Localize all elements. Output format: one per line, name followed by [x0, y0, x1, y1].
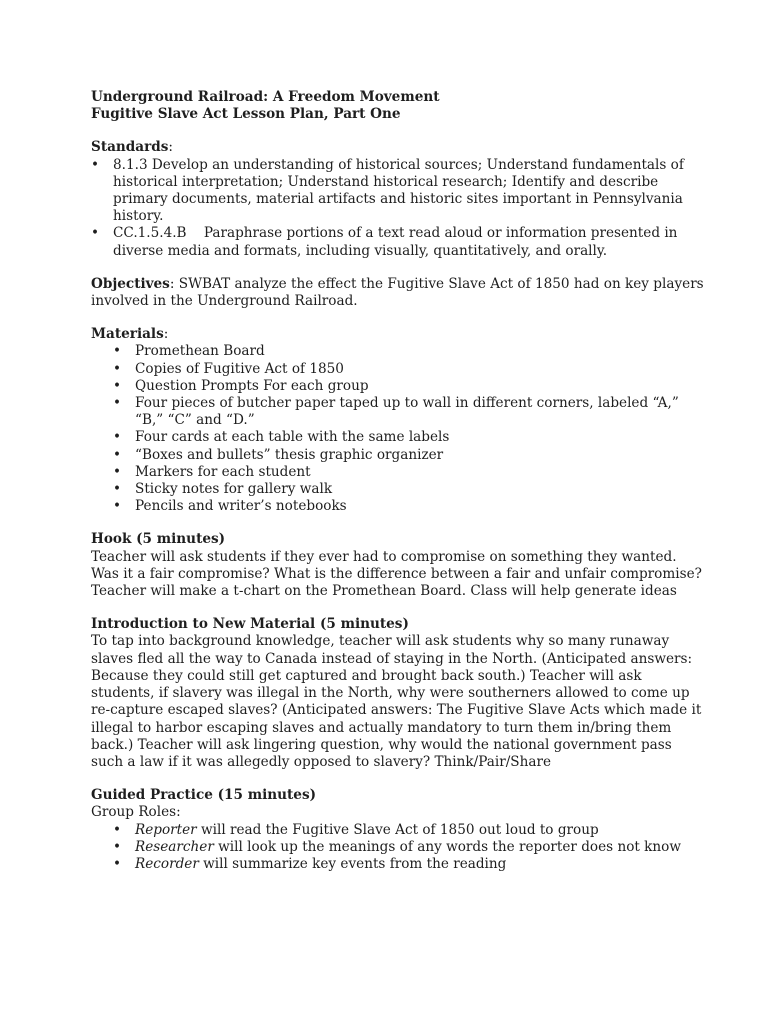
material-item: • “Boxes and bullets” thesis graphic organizer: [91, 447, 708, 464]
guided-practice-heading: Guided Practice (15 minutes): [91, 787, 317, 804]
materials-list: [91, 343, 708, 515]
role-item: [91, 856, 708, 873]
hook-section: [91, 531, 708, 600]
role-description: will read the Fugitive Slave Act of 1850 out loud to group: [196, 821, 599, 838]
material-item: • Four cards at each table with the same labels: [91, 429, 708, 446]
role-name: Recorder: [135, 855, 199, 872]
material-item: • Four pieces of butcher paper taped up to wall in different corners, labeled “A,” “B,” “C” and “D.”: [91, 395, 708, 429]
material-item: • Markers for each student: [91, 464, 708, 481]
introduction-heading: Introduction to New Material (5 minutes): [91, 616, 409, 633]
role-description: will summarize key events from the reading: [198, 855, 507, 872]
material-item: • Question Prompts For each group: [91, 378, 708, 395]
guided-practice-section: [91, 787, 708, 873]
materials-section: [91, 326, 708, 515]
group-roles-list: [91, 822, 708, 874]
materials-heading: Materials:: [91, 326, 169, 343]
material-item: • Pencils and writer’s notebooks: [91, 498, 708, 515]
document-subtitle: Fugitive Slave Act Lesson Plan, Part One: [91, 106, 401, 123]
role-description: will look up the meanings of any words the reporter does not know: [213, 838, 681, 855]
introduction-section: [91, 616, 708, 771]
objectives-text: SWBAT analyze the effect the Fugitive Slave Act of 1850 had on key players involved in the Underground Railroad.: [91, 275, 704, 310]
group-roles-label: Group Roles:: [91, 804, 181, 821]
role-item: [91, 839, 708, 856]
standards-heading: Standards:: [91, 139, 174, 156]
document-title: Underground Railroad: A Freedom Movement: [91, 89, 440, 105]
standards-section: [91, 139, 708, 259]
role-name: Researcher: [135, 838, 214, 855]
standards-list: [91, 157, 708, 260]
standard-item: • CC.1.5.4.B Paraphrase portions of a text read aloud or information presented in diverse media and formats, including visually, quantitatively, and orally.: [91, 225, 708, 259]
introduction-text: To tap into background knowledge, teacher will ask students why so many runaway slaves fled all the way to Canada instead of staying in the North. (Anticipated answers: Because they could still get captured and brought back south.) Teacher will ask students, if slavery was illegal in the North, why were southerners allowed to come up re-capture escaped slaves? (Anticipated answers: The Fugitive Slave Acts which made it illegal to harbor escaping slaves and actually mandatory to turn them in/bring them back.) Teacher will ask lingering question, why would the national government pass such a law if it was allegedly opposed to slavery? Think/Pair/Share: [91, 633, 702, 770]
material-item: • Copies of Fugitive Act of 1850: [91, 361, 708, 378]
hook-heading: Hook (5 minutes): [91, 531, 226, 548]
hook-text: Teacher will ask students if they ever had to compromise on something they wanted. Was it a fair compromise? What is the difference between a fair and unfair compromise? Teacher will make a t-chart on the Promethean Board. Class will help generate ideas: [91, 548, 702, 600]
objectives-section: Objectives: SWBAT analyze the effect the Fugitive Slave Act of 1850 had on key players involved in the Underground Railroad.: [91, 275, 704, 310]
material-item: • Sticky notes for gallery walk: [91, 481, 708, 498]
role-item: [91, 822, 708, 839]
standard-item: • 8.1.3 Develop an understanding of historical sources; Understand fundamentals of historical interpretation; Understand historical research; Identify and describe primary documents, material artifacts and historic sites important in Pennsylvania history.: [91, 157, 708, 226]
role-name: Reporter: [135, 821, 197, 838]
objectives-heading: Objectives: [91, 275, 170, 292]
material-item: • Promethean Board: [91, 343, 708, 360]
